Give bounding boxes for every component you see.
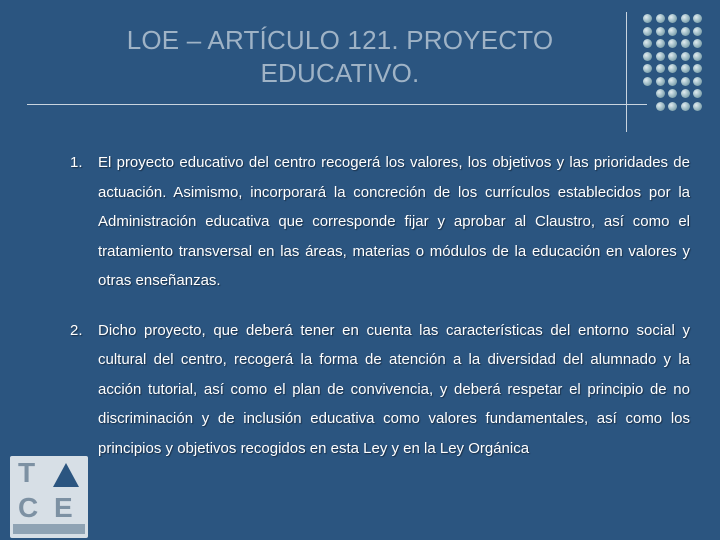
decorative-dot [681,39,690,48]
decorative-dot [656,64,665,73]
decorative-dot [643,64,652,73]
decorative-dot [668,27,677,36]
decorative-dot [643,52,652,61]
decorative-dot [643,39,652,48]
decorative-dot [668,89,677,98]
decorative-dot [656,77,665,86]
decorative-dot [668,64,677,73]
decorative-dot [681,52,690,61]
decorative-dot [643,14,652,23]
vertical-rule [626,12,627,132]
triangle-icon [52,462,80,488]
decorative-dot [693,77,702,86]
horizontal-rule [27,104,647,105]
decorative-dot [656,89,665,98]
decorative-dot [681,64,690,73]
decorative-dot [656,102,665,111]
decorative-dot [656,39,665,48]
slide-title-line-1: LOE – ARTÍCULO 121. PROYECTO [126,25,554,55]
decorative-dot [693,102,702,111]
decorative-dot-grid [643,14,703,114]
decorative-dot [681,27,690,36]
decorative-dot [681,14,690,23]
slide-title [60,24,620,90]
decorative-dot [693,27,702,36]
list-item-text: Dicho proyecto, que deberá tener en cuenta las características del entorno social y cultural del centro, recogerá la forma de atención a la diversidad del alumnado y la acción tutorial, así como el plan de convivencia, y deberá respetar el principio de no discriminación y de inclusión educativa como valores fundamentales, así como los principios y objetivos recogidos en esta Ley y en la Ley Orgánica [98,321,690,457]
decorative-dot [643,27,652,36]
slide-title-line-2: EDUCATIVO. [260,58,420,88]
logo-letter-t: T [18,457,36,488]
decorative-dot [656,27,665,36]
decorative-dot [681,77,690,86]
decorative-dot [681,102,690,111]
decorative-dot [668,39,677,48]
list-item-text: El proyecto educativo del centro recogerá los valores, los objetivos y las prioridades de actuación. Asimismo, incorporará la concreción de los currículos establecidos por la Administración educativa que corresponde fijar y aprobar al Claustro, así como el tratamiento transversal en las áreas, materias o módulos de la educación en valores y otras enseñanzas. [98,154,690,289]
logo-letter-c: C [18,492,39,523]
logo-letter-e: E [54,492,73,523]
decorative-dot [693,39,702,48]
list-item-number: 2. [70,321,83,339]
list-item [62,316,690,464]
decorative-dot [668,52,677,61]
slide-body [62,148,690,463]
decorative-dot [693,89,702,98]
decorative-dot [668,14,677,23]
decorative-dot [681,89,690,98]
tce-logo [10,456,88,538]
decorative-dot [656,52,665,61]
decorative-dot [693,52,702,61]
decorative-dot [656,14,665,23]
decorative-dot [668,102,677,111]
decorative-dot [693,14,702,23]
list-item-number: 1. [70,154,83,171]
decorative-dot [668,77,677,86]
decorative-dot [693,64,702,73]
decorative-dot [643,77,652,86]
logo-caption-strip [13,524,85,534]
list-item [62,148,690,296]
